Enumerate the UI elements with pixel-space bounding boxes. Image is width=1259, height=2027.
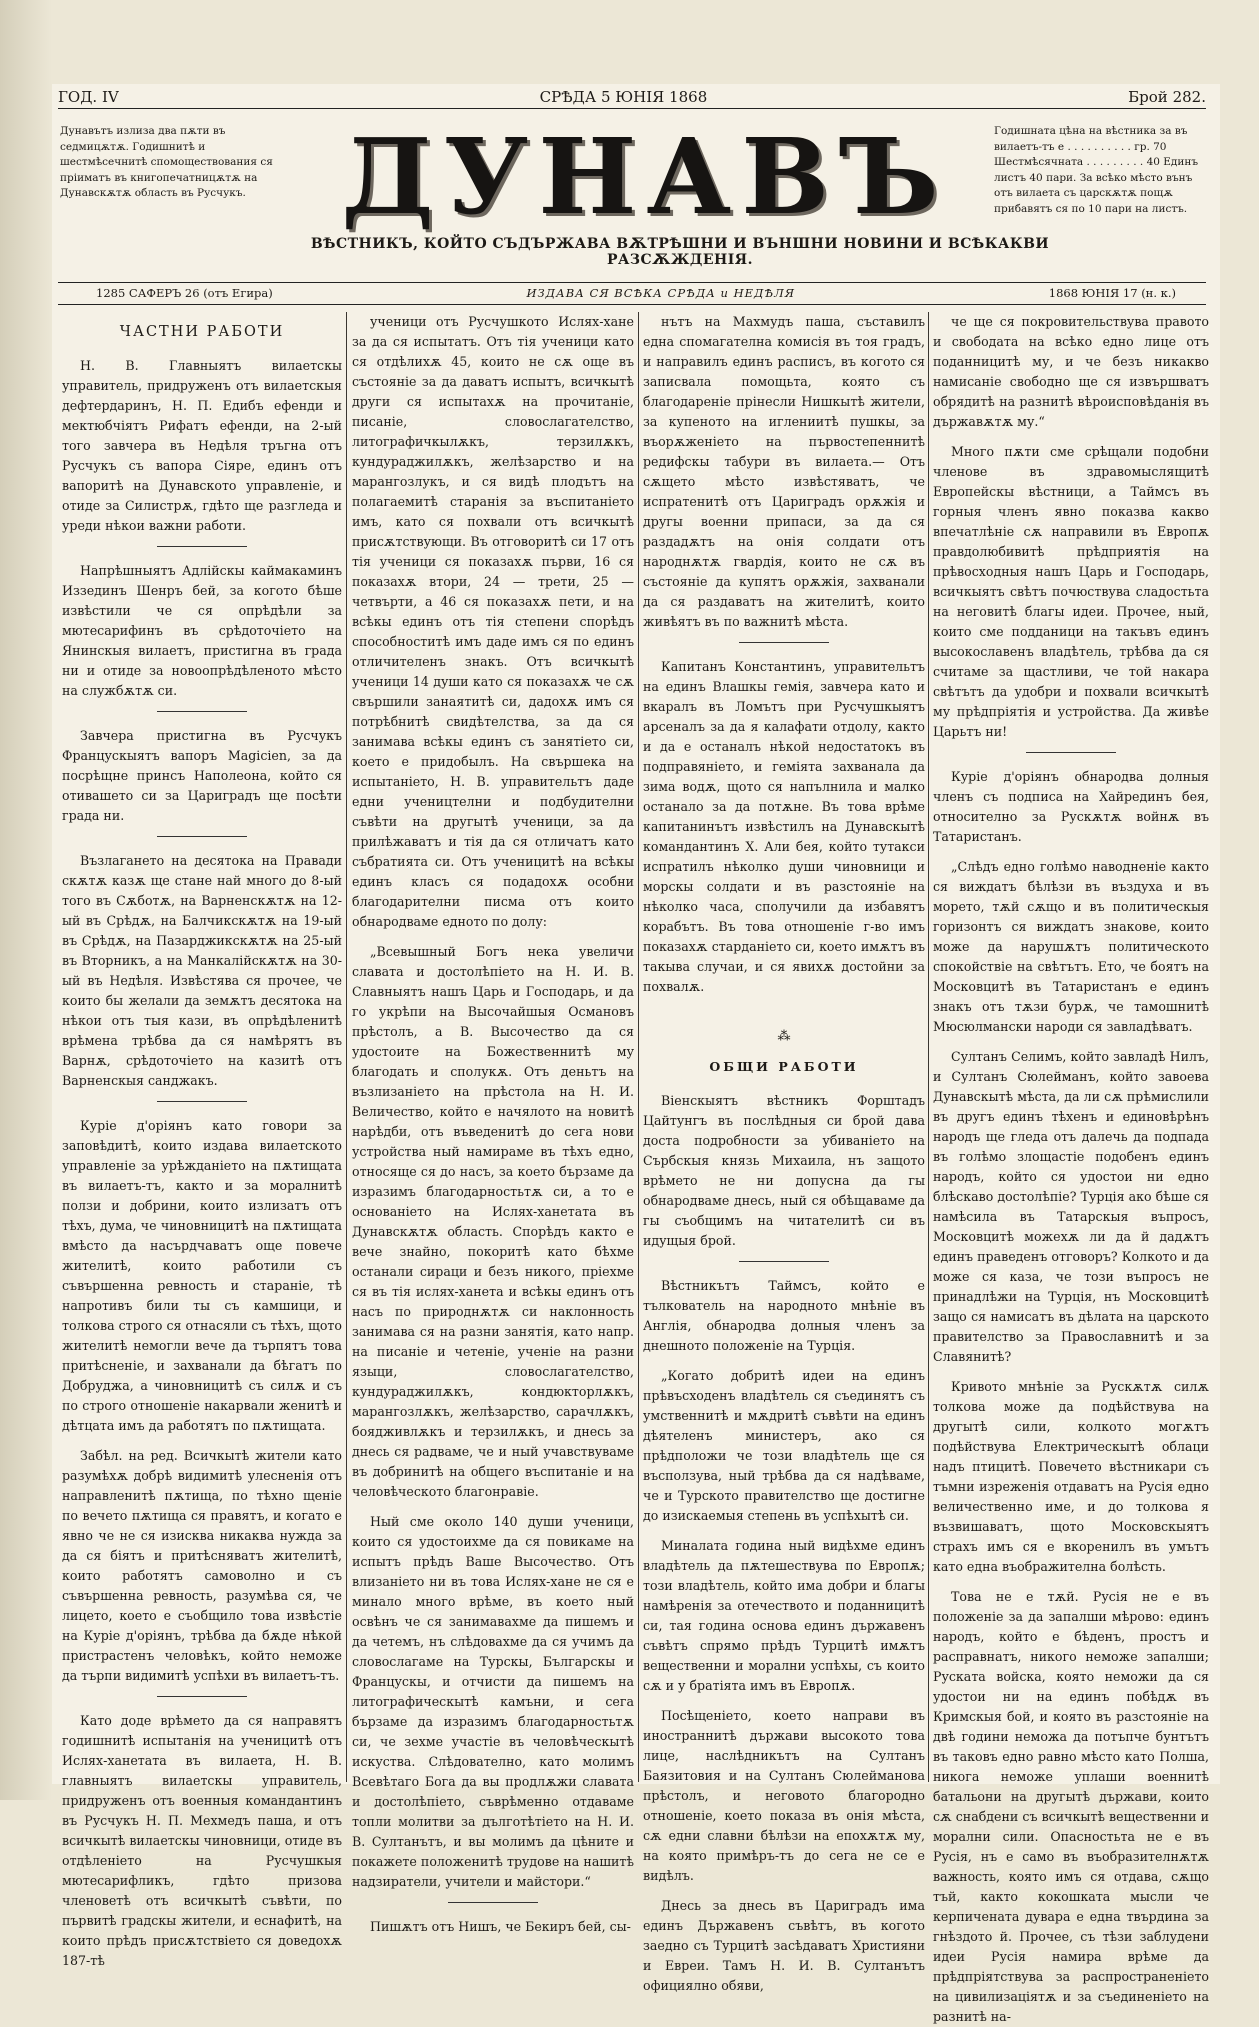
article-paragraph: Възлагането на десятока на Правади скѫтѫ казѫ ще стане най много до 8-ый того въ Сѫботѫ, на Варненскѫтѫ на 12-ый въ Срѣдѫ, на Балчикскѫтѫ на 19-ый въ Срѣдѫ, на Пазарджикскѫтѫ на 25-ый въ Вторникъ, а на Манкалійскѫтѫ на 30-ый въ Недѣля. Извѣстява ся прочее, че които бы желали да земѫтъ десятока на нѣкои отъ тыя кази, въ опрѣдѣленитѣ врѣмена трѣбва да ся намѣрятъ въ Варнѫ, срѣдоточіето на казитѣ отъ Варненскыя санджакъ. [62, 853, 342, 1088]
article-paragraph: Днесь за днесь въ Цариградъ има единъ Държавенъ съвѣтъ, въ когото заедно съ Турцитѣ засѣдаватъ Християни и Евреи. Тамъ Н. И. В. Султанътъ официялно обяви, [643, 1898, 925, 1993]
price-note-text: Годишната цѣна на вѣстника за въ вилаетъ-тъ е . . . . . . . . . . гр. 70 Шестмѣсячната . . . . . . . . . 40 Единъ листъ 40 пари. За всѣко мѣсто вънъ отъ вилаета съ царскѫтѫ пощѫ прибавятъ ся по 10 пари на листъ. [994, 125, 1199, 215]
article-paragraph: Пишѫтъ отъ Нишъ, че Бекиръ бей, сы- [370, 1919, 631, 1934]
price-note [994, 124, 1206, 217]
year-label: ГОД. IV [58, 88, 119, 106]
article-paragraph: че ще ся покровительствува правото и свободата на всѣко едно лице отъ поданницитѣ му, и че безъ никакво намисаніе свободно ще ся извършватъ обрядитѣ на разнитѣ вѣроисповѣданія въ държавѫтѫ му.“ [933, 314, 1209, 429]
article-paragraph: Кривото мнѣніе за Рускѫтѫ силѫ толкова може да подѣйствува на другытѣ сили, колкото могѫтъ подѣйствува Електрическытѣ облаци надъ птицитѣ. Повечето вѣстникари съ тъмни изреженія отдаватъ на Русія едно величественно име, и до толкова я възвишаватъ, щото Московскыятъ страхъ имъ ся е вкоренилъ въ умътъ като една въображителна болѣсть. [933, 1379, 1209, 1574]
dateline [96, 286, 1176, 300]
article-separator [739, 642, 829, 643]
article-paragraph: Н. В. Главныятъ вилаетскы управитель, придруженъ отъ вилаетскыя дефтердаринъ, Н. П. Едибъ ефенди и мектюбчіятъ Рифатъ ефенди, на 2-ый того завчера въ Недѣля тръгна отъ Русчукъ съ вапора Сіяре, единъ отъ вапоритѣ на Дунавското управленіе, и отиде за Силистрѫ, гдѣто ще разгледа и уреди нѣкои важни работи. [62, 358, 342, 533]
dateline-rule-bottom [58, 304, 1206, 305]
article-paragraph: нътъ на Махмудъ паша, съставилъ една спомагателна комисія въ тоя градъ, и направилъ единъ расписъ, въ когото ся записвала помощьта, която съ благодареніе прінесли Нишкытѣ жители, за купеното на иглениитѣ пушкы, за въорѫженіето на първостепеннитѣ редифскы табури въ вилаета.— Отъ сѫщето мѣсто извѣстяватъ, че испратенитѣ отъ Цариградъ орѫжія и другы военни припаси, за да ся раздадѫтъ на онія солдати отъ народнѫтѫ гвардія, които не сѫ въ състояніе да купятъ орѫжія, захванали да ся раздаватъ на жителитѣ, които живѣятъ въ по важнитѣ мѣста. [643, 314, 925, 629]
column-3 [643, 312, 925, 1993]
article-paragraph: Завчера пристигна въ Русчукъ Францускыятъ вапоръ Magicien, за да посрѣщне принсъ Наполеона, който ся отивашето си за Цариградъ ще посѣти града ни. [62, 728, 342, 823]
article-separator [448, 1902, 538, 1903]
header-top-line [58, 88, 1206, 106]
article-paragraph: Напрѣшныятъ Адлійскы каймакаминъ Иззединъ Шенръ бей, за когото бѣше извѣстили че ся опрѣдѣли за мютесарифинъ въ срѣдоточіето на Янинскыя вилаетъ, пристигна въ града ни и отиде за новоопрѣдѣленото мѣсто на службѫтѫ си. [62, 563, 342, 698]
column-1 [62, 312, 343, 1968]
issue-number: Брой 282. [1128, 88, 1206, 106]
article-paragraph: Куріе д'оріянъ като говори за заповѣдитѣ, които издава вилаетското управленіе за урѣжданіето на пѫтищата въ вилаетъ-тъ, както и за моралнитѣ ползи и добрини, които излизатъ отъ тѣхъ, дума, че чиновницитѣ на пѫтищата вмѣсто да насърдчаватъ още повече жителитѣ, които работили съ съвършенна ревность и стараніе, тѣ напротивъ били ты съ камшици, и толкова строго ся отнасяли съ тѣхъ, щото жителитѣ немогли вече да търпятъ това притѣсненіе, и захванали да бѣгатъ по Добруджа, а чиновницитѣ съ силѫ и съ по строго отношеніе накарвали женитѣ и дѣтцата имъ да работятъ по пѫтищата. [62, 1118, 342, 1433]
section-heading-general: ОБЩИ РАБОТИ [709, 1059, 859, 1074]
article-paragraph: Капитанъ Константинъ, управительтъ на единъ Влашкы гемія, завчера като и вкаралъ въ Ломътъ при Русчушкыятъ арсеналъ за да я калафати отдолу, както и да е останалъ нѣкой недостатокъ въ подправяніето, и геміята захванала да зима водѫ, щото ся напълнила и малко останало за да потѫне. Въ това врѣме капитанинътъ извѣстилъ на Дунавскытѣ командантинъ Х. Али бея, който тутакси испратилъ нѣколко души чиновници и морскы солдати и въ разстояніе на нѣколко часа, сполучили да избавятъ корабътъ. Въ това отношеніе г-во имъ показахѫ старданіето си, което имѫтъ въ такыва случаи, и ся явихѫ достойни за похвалѫ. [643, 659, 925, 994]
dateline-rule-top [58, 282, 1206, 283]
article-paragraph: Куріе д'оріянъ обнародва долныя членъ съ подписа на Хайрединъ бея, относително за Рускѫтѫ войнѫ въ Татаристанъ. [933, 769, 1209, 844]
article-paragraph: ученици отъ Русчушкото Ислях-хане за да ся испытатъ. Отъ тія ученици като ся отдѣлихѫ 45, които не сѫ още въ състояніе за да даватъ испытъ, всичкытѣ други ся испытахѫ на прочитаніе, писаніе, словослагателство, литографичкылѫкъ, терзилѫкъ, кундураджилѫкъ, желѣзарство и на марангозлукъ, и ся видѣ плодътъ на полагаемитѣ старанія за въспитаніето имъ, като ся похвали отъ всичкытѣ присѫтствующи. Въ отговоритѣ си 17 отъ тія ученици ся показахѫ първи, 16 ся показахѫ втори, 24 — трети, 25 — четвърти, а 46 ся показахѫ пети, и на всѣкы единъ отъ тія степени спорѣдъ способноститѣ имъ даде имъ ся по единъ отличителенъ знакъ. Отъ всичкытѣ ученици 14 души като ся показахѫ че сѫ свършили занаятитѣ си, дадохѫ имъ ся потрѣбнитѣ свидѣтелства, за да ся занимава всѣкы единъ съ занятіето си, което е придобылъ. На свършека на испытаніето, Н. В. управительтъ даде едни учеництелни и подбудителни съвѣти на другытѣ ученици, за да прилѣжаватъ и тія да ся отличатъ като събратията си. Отъ ученицитѣ на всѣкы единъ класъ ся подадохѫ особни благодарителни писма отъ които обнародваме едното по долу: [352, 314, 634, 929]
article-separator [157, 836, 247, 837]
column-4 [933, 312, 1209, 2024]
article-separator [739, 1261, 829, 1262]
gregorian-date: 1868 ЮНІЯ 17 (н. к.) [1048, 286, 1176, 300]
article-paragraph: Много пѫти сме срѣщали подобни членове въ здравомыслящитѣ Европейскы вѣстници, а Таймсъ въ горныя членъ явно показва какво впечатлѣніе сѫ направили въ Европѫ правдолюбивитѣ прѣдприятія на прѣвосходныя нашъ Царь и Господарь, всичкыятъ свѣтъ почюствува сладостьта на неговитѣ благы идеи. Прочее, ный, които сме подданици на такъвъ единъ высокославенъ владѣтель, трѣбва да ся считаме за щастливи, че той накара свѣтътъ да удобри и похвали всичкытѣ му прѣдпріятія и устройства. Да живѣе Царьтъ ни! [933, 444, 1209, 739]
article-separator [157, 546, 247, 547]
article-separator [157, 1101, 247, 1102]
article-paragraph: Посѣщеніето, което направи въ иностраннитѣ държави высокото това лице, наслѣдникътъ на Султанъ Баязитовия и на Султанъ Сюлейманова прѣстолъ, и неговото благородно отношеніе, което показа въ онія мѣста, сѫ едни славни бѣлѣзи на епохѫтѫ му, на която примѣръ-тъ до сега не се е видѣлъ. [643, 1708, 925, 1883]
column-divider [928, 312, 929, 1782]
section-ornament: ⁂ [777, 1029, 791, 1044]
article-paragraph: Забѣл. на ред. Всичкытѣ жители като разумѣхѫ добрѣ видимитѣ улесненія отъ направленитѣ пѫтища, по тѣхно щеніе по вечето пѫтища ся правятъ, и когато е явно че не ся изисква никаква нужда за да ся біятъ и притѣсняватъ жителитѣ, които работятъ самоволно и съ съвършенна ревность, разумѣва ся, че лицето, което е съобщило това извѣстіе на Куріе д'оріянъ, трѣбва да бѫде нѣкой пристрастенъ человѣкъ, който неможе да търпи видимитѣ успѣхи въ вилаетъ-тъ. [62, 1448, 342, 1683]
article-separator [157, 711, 247, 712]
newspaper-subtitle: ВѢСТНИКЪ, КОЙТО СЪДЪРЖАВА ВѪТРѢШНИ И ВЪНШНИ НОВИНИ И ВСѢКАКВИ РАЗСѪЖДЕНІЯ. [310, 236, 1050, 268]
article-paragraph: Като доде врѣмето да ся направятъ годишнитѣ испытанія на ученицитѣ отъ Ислях-ханетата въ вилаета, Н. В. главныятъ вилаетскы управитель, придруженъ отъ военныя командантинъ въ Русчукъ Н. П. Мехмедъ паша, и отъ всичкытѣ вилаетскы чиновници, отиде въ отдѣленіето на Русчушкыя мютесарифликъ, гдѣто призова членоветѣ отъ всичкытѣ съвѣти, по първитѣ градскы жители, и еснафитѣ, на които прѣдъ присѫтствіето ся доведохѫ 187-тѣ [62, 1713, 343, 1968]
article-paragraph: Това не е тѫй. Русія не е въ положеніе за да запалши мѣрово: единъ народъ, който е бѣденъ, простъ и расправнатъ, никого неможе запалши; Руската войска, която неможи да ся удостои ни на единъ побѣдѫ въ Кримскыя бой, и която въ разстояніе на двѣ години неможа да потъпче бунтътъ въ таковъ едно равно мѣсто като Полша, никога неможе уплаши военнитѣ батальони на другытѣ държави, които сѫ снабдени съ всичкытѣ вещественни и морални сили. Опасностьта не е въ Русія, нъ е само въ въобразителнѫтѫ важность, която имъ ся отдава, сѫщо тъй, както кокошката мысли че керпичената дувара е една твърдина за гнѣздото й. Прочее, съ тѣзи заблудени идеи Русія намира врѣме да прѣдпріятствува за распространеніето на цивилизаціятѫ и за съединеніето на разнитѣ на- [933, 1589, 1209, 2024]
article-paragraph: Султанъ Селимъ, който завладѣ Нилъ, и Султанъ Сюлейманъ, който завоева Дунавскытѣ мѣста, да ли сѫ прѣмислили въ другъ единъ тѣхенъ и единовѣрѣнъ народъ ще гледа отъ далечь да подпада въ голѣмо злощастіе подобенъ единъ народъ, който ся удостои ни едно блѣскаво достолѣпіе? Турція ако бѣше ся намѣсила въ Татарскыя въпросъ, Московцитѣ можехѫ ли да й дадѫтъ единъ праведенъ отговоръ? Колкото и да може ся каза, че този въпросъ не принадлѣжи на Турція, нъ Московцитѣ защо ся намисатъ въ дѣлата на царското правителство за Православнитѣ и за Славянитѣ? [933, 1049, 1209, 1364]
column-divider [638, 312, 639, 1782]
article-paragraph: „Слѣдъ едно голѣмо наводненіе както ся виждатъ бѣлѣзи въ въздуха и въ морето, тѫй сѫщо и въ политическыя горизонтъ ся виждатъ знакове, които може да нарушѫтъ политическото спокойствіе на свѣтътъ. Ето, че боятъ на Московцитѣ въ Татаристанъ е единъ знакъ отъ тѫзи бурѫ, че тамошнитѣ Мюсюлмански народи ся завладѣватъ. [933, 859, 1209, 1034]
article-paragraph: „Когато добритѣ идеи на единъ прѣвъсходенъ владѣтель ся съединятъ съ умственнитѣ и мѫдритѣ съвѣти на единъ дѣятеленъ министеръ, ако ся прѣдположи че този владѣтель ще ся въсползува, ный трѣбва да ся надѣваме, че и Турското правителство ще достигне до изискаемыя степень въ успѣхытѣ си. [643, 1368, 925, 1523]
hijri-date: 1285 САФЕРЪ 26 (отъ Егира) [96, 286, 273, 300]
publication-note [60, 124, 288, 202]
article-paragraph: Віенскыятъ вѣстникъ Форштадъ Цайтунгъ въ послѣдныя си брой дава доста подробности за убиваніето на Сърбскыя князь Михаила, нъ защото врѣмето не ни допусна да гы обнародваме днесь, ный ся обѣщаваме да гы съобщимъ на читателитѣ си въ идущыя брой. [643, 1093, 925, 1248]
publishing-schedule: ИЗДАВА СЯ ВСѢКА СРѢДА и НЕДѢЛЯ [526, 286, 796, 300]
article-paragraph: Ный сме около 140 души ученици, които ся удостоихме да ся повикаме на испытъ прѣдъ Ваше Высочество. Отъ влизаніето ни въ това Ислях-хане не ся е минало много врѣме, въ което ный освѣнъ че ся занимавахме да пишемъ и да четемъ, нъ слѣдовахме да ся учимъ да словослагаме на Турскы, Българскы и Францускы, и отчисти да пишемъ на литографическытѣ камъни, и сега бързаме да изразимъ благодарностьтѫ си, че зехме участіе въ человѣческытѣ искуства. Слѣдователно, като молимъ Всевѣтаго Бога да вы продлѫжи славата и достолѣпіето, съврѣменно отдаваме топли молитви за дълготѣтіето на Н. И. В. Султанътъ, и вы молимъ да цѣните и покажете положенитѣ трудове на нашитѣ надзиратели, учители и майстори.“ [352, 1514, 634, 1889]
article-paragraph: Вѣстникътъ Таймсъ, който е тълкователь на народното мнѣніе въ Англія, обнародва долныя членъ за днешното положеніе на Турція. [643, 1278, 925, 1353]
column-2 [352, 312, 634, 1934]
column-divider [346, 312, 347, 1782]
section-heading-private: ЧАСТНИ РАБОТИ [119, 324, 285, 340]
page-edge-shadow [0, 0, 52, 1800]
header-rule-top [58, 108, 1206, 109]
article-separator [1026, 752, 1116, 753]
article-paragraph: „Всевышный Богъ нека увеличи славата и достолѣпіето на Н. И. В. Славныятъ нашъ Царь и Господарь, и да го укрѣпи на Высочайшыя Османовъ прѣстолъ, а В. Высочество да ся удостоите на Божественнитѣ му благодать и сполукѫ. Отъ деньтъ на възлизаніето на прѣстола на Н. И. Величество, който е начялото на новитѣ нарѣдби, отъ въведенитѣ до сега нови устройства ный намираме въ тѣхъ едно, относяще ся до насъ, за което бързаме да изразимъ благодарностьтѫ си, а то е основаніето на Ислях-ханетата въ Дунавскѫтѫ область. Спорѣдъ както е вече знайно, покоритѣ като бѣхме останали сираци и безъ никого, пріехме ся въ тія ислях-ханета и всѣкы единъ отъ насъ по природнѫтѫ си наклонность занимава ся на разни занятія, като напр. на писаніе и четеніе, ученіе на разни языци, словослагателство, кундураджилѫкъ, кондюкторлѫкъ, марангозлѫкъ, желѣзарство, сарачлѫкъ, боядживлѫкъ и терзилѫкъ, и днесь за днесь ся радваме, че и ный учавствуваме въ добринитѣ на общего въспитаніе и на человѣческото благонравіе. [352, 944, 634, 1499]
article-separator [157, 1696, 247, 1697]
newspaper-title: ДУНАВЪ [341, 115, 949, 238]
article-paragraph: Миналата година ный видѣхме единъ владѣтель да пѫтешествува по Европѫ; този владѣтель, който има добри и благы намѣренія за отечеството и поданницитѣ си, тая година основа единъ държавенъ съвѣтъ спрямо прѣдъ Турцитѣ имѫтъ вещественни и морални успѣхы, съ които сѫ и у братіята имъ въ Европѫ. [643, 1538, 925, 1693]
publication-note-text: Дунавътъ излиза два пѫти въ седмицѫтѫ. Годишнитѣ и шестмѣсечнитѣ спомоществования ся пріиматъ въ книгопечатницѫтѫ на Дунавскѫтѫ область въ Русчукъ. [60, 125, 273, 199]
issue-date: СРѢДА 5 ЮНІЯ 1868 [539, 88, 708, 106]
